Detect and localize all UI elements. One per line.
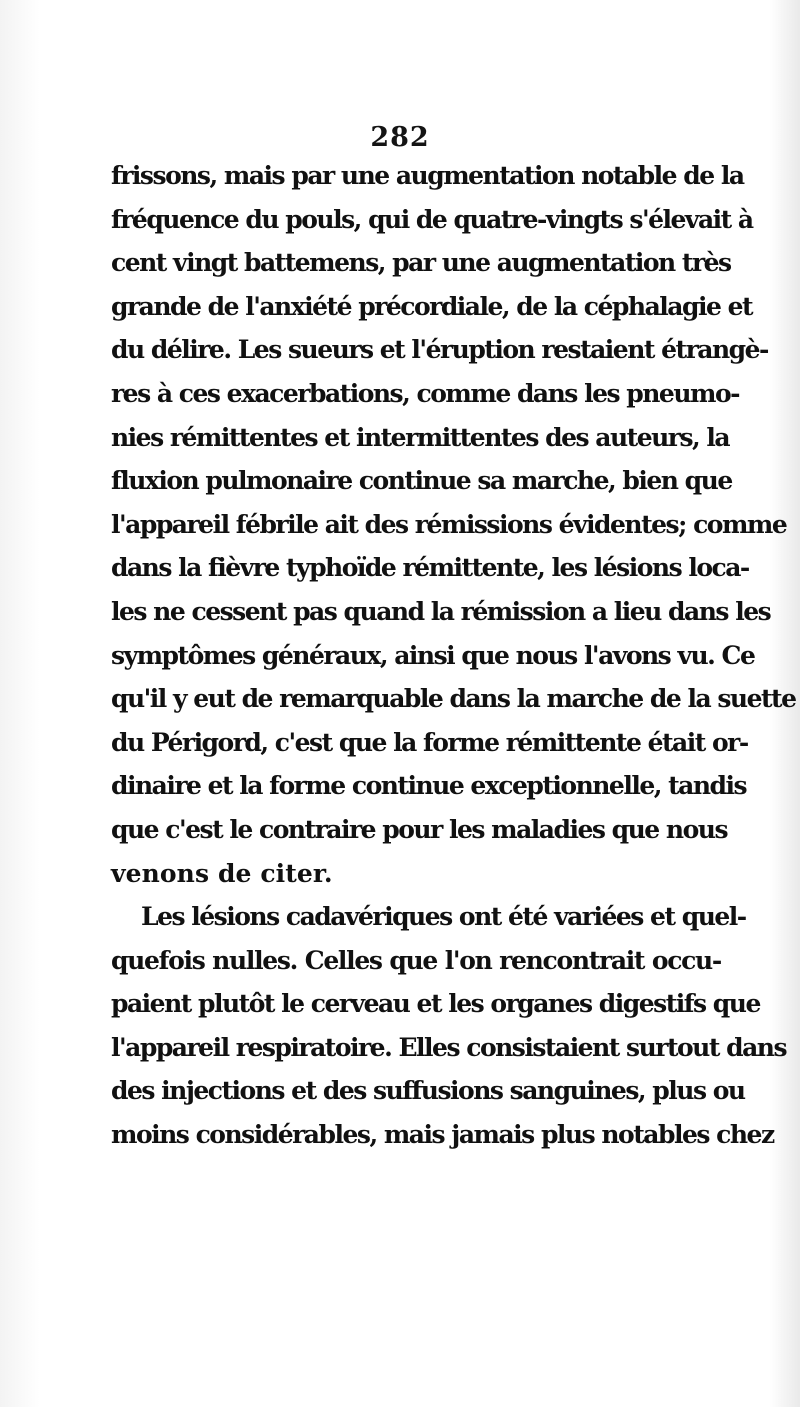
text-line: venons de citer. [111,858,333,888]
text-line: dans la fièvre typhoïde rémittente, les lésions loca- [111,553,749,583]
text-line: que c'est le contraire pour les maladies que nous [111,814,728,844]
text-line: fluxion pulmonaire continue sa marche, bien que [111,466,732,496]
text-line: grande de l'anxiété précordiale, de la céphalagie et [111,291,753,321]
text-line: l'appareil respiratoire. Elles consistaient surtout dans [111,1032,787,1062]
text-line: l'appareil fébrile ait des rémissions évidentes; comme [111,509,787,539]
text-line: paient plutôt le cerveau et les organes digestifs que [111,989,760,1019]
text-line: des injections et des suffusions sanguines, plus ou [111,1076,745,1106]
text-line: fréquence du pouls, qui de quatre-vingts s'élevait à [111,204,753,234]
page-number: 282 [370,122,430,153]
text-line: res à ces exacerbations, comme dans les pneumo- [111,378,739,408]
text-line: frissons, mais par une augmentation notable de la [111,161,744,190]
body-text [111,154,796,1157]
text-line: qu'il y eut de remarquable dans la marche de la suette [111,684,796,714]
text-line: les ne cessent pas quand la rémission a lieu dans les [111,596,771,626]
text-line: dinaire et la forme continue exceptionnelle, tandis [111,771,747,801]
text-line: cent vingt battemens, par une augmentation très [111,248,731,278]
paragraph-start-line: Les lésions cadavériques ont été variées et quel- [141,902,746,932]
text-line: du délire. Les sueurs et l'éruption restaient étrangè- [111,335,768,365]
text-line: symptômes généraux, ainsi que nous l'avons vu. Ce [111,640,755,670]
text-line: quefois nulles. Celles que l'on rencontrait occu- [111,945,721,975]
text-line: du Périgord, c'est que la forme rémittente était or- [111,727,748,757]
text-line: moins considérables, mais jamais plus notables chez [111,1120,774,1150]
text-line: nies rémittentes et intermittentes des auteurs, la [111,422,730,452]
